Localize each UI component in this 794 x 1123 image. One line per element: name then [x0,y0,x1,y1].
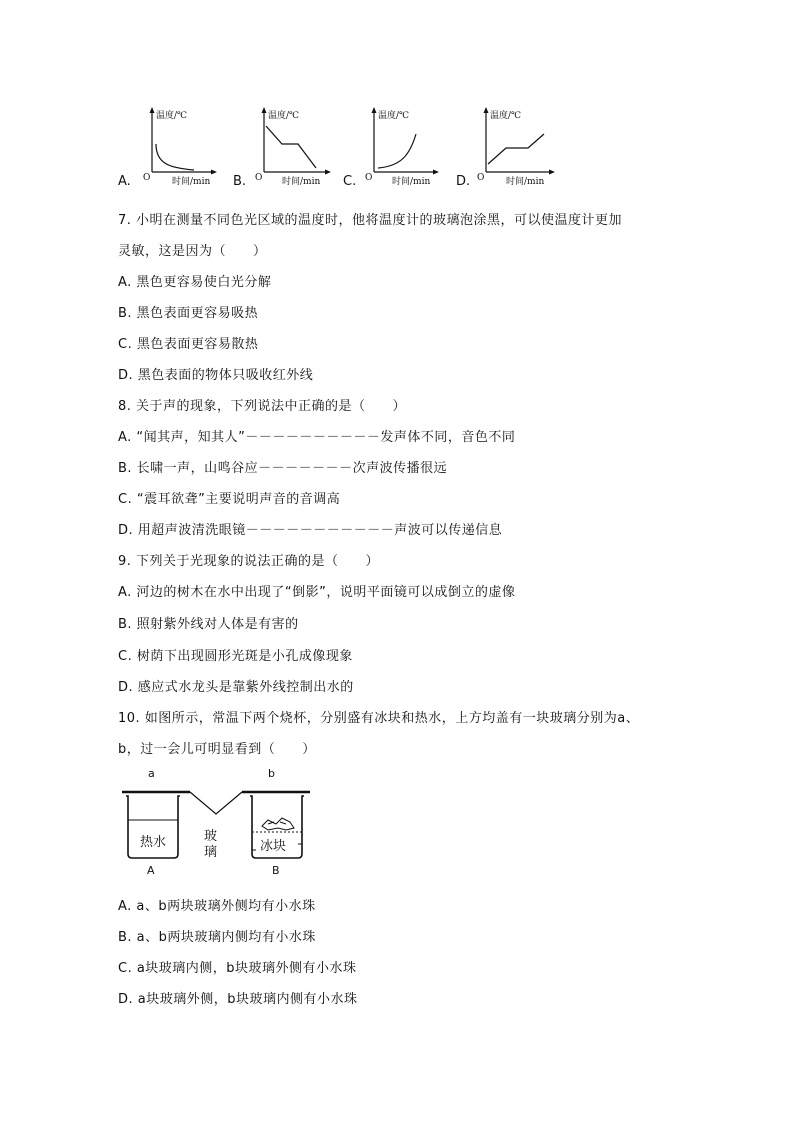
graph-b-xlabel: 时间/min [282,177,321,187]
graph-b [252,104,338,190]
label-A: A [147,864,155,877]
q10-option-d: D. a块玻璃外侧，b块玻璃内侧有小水珠 [118,992,358,1007]
hot-water-label: 热水 [140,835,167,850]
q7-option-b: B. 黑色表面更容易吸热 [118,306,259,321]
q7-stem-line-2: 灵敏，这是因为（ ） [118,244,267,259]
graph-d-xlabel: 时间/min [506,177,545,187]
graph-d [474,104,560,190]
q7-option-a: A. 黑色更容易使白光分解 [118,275,272,290]
graph-a [140,104,220,190]
q9-stem: 9. 下列关于光现象的说法正确的是（ ） [118,554,380,569]
option-c-letter: C. [343,174,357,189]
q7-option-d: D. 黑色表面的物体只吸收红外线 [118,368,314,383]
label-a: a [148,767,155,780]
q10-option-c: C. a块玻璃内侧，b块玻璃外侧有小水珠 [118,961,357,976]
graph-a-xlabel: 时间/min [172,177,211,187]
option-d-letter: D. [456,174,471,189]
q8-option-a: A. “闻其声，知其人”－－－－－－－－－－发声体不同，音色不同 [118,430,516,445]
graph-b-ylabel: 温度/℃ [268,111,300,121]
label-B: B [272,864,280,877]
q10-option-a: A. a、b两块玻璃外侧均有小水珠 [118,899,316,914]
graph-d-origin: O [477,173,485,183]
q7-option-c: C. 黑色表面更容易散热 [118,337,259,352]
option-b-letter: B. [233,174,247,189]
q10-option-b: B. a、b两块玻璃内侧均有小水珠 [118,930,316,945]
graph-c [362,104,442,190]
option-a-letter: A. [118,174,131,189]
q9-option-c: C. 树荫下出现圆形光斑是小孔成像现象 [118,649,353,664]
q10-stem-line-2: b，过一会儿可明显看到（ ） [118,742,316,757]
graph-c-xlabel: 时间/min [392,177,431,187]
glass-label-2: 璃 [204,845,218,860]
q10-stem-line-1: 10. 如图所示，常温下两个烧杯，分别盛有冰块和热水，上方均盖有一块玻璃分别为a、 [118,711,640,726]
q9-option-a: A. 河边的树木在水中出现了“倒影”，说明平面镜可以成倒立的虚像 [118,585,516,600]
ice-label: 冰块 [260,839,287,854]
q8-option-d: D. 用超声波清洗眼镜－－－－－－－－－－－声波可以传递信息 [118,523,503,538]
label-b: b [268,767,275,780]
graph-a-ylabel: 温度/℃ [156,111,188,121]
graph-a-origin: O [143,173,151,183]
q10-beakers-figure [118,766,314,878]
graph-b-origin: O [255,173,263,183]
q8-option-b: B. 长啸一声，山鸣谷应－－－－－－－次声波传播很远 [118,461,448,476]
q8-stem: 8. 关于声的现象，下列说法中正确的是（ ） [118,399,407,414]
graph-c-ylabel: 温度/℃ [378,111,410,121]
q9-option-b: B. 照射紫外线对人体是有害的 [118,617,299,632]
q8-option-c: C. “震耳欲聋”主要说明声音的音调高 [118,492,341,507]
q7-stem-line-1: 7. 小明在测量不同色光区域的温度时，他将温度计的玻璃泡涂黑，可以使温度计更加 [118,213,623,228]
graph-c-origin: O [365,173,373,183]
glass-label-1: 玻 [204,829,218,844]
graph-d-ylabel: 温度/℃ [490,111,522,121]
q9-option-d: D. 感应式水龙头是靠紫外线控制出水的 [118,680,354,695]
